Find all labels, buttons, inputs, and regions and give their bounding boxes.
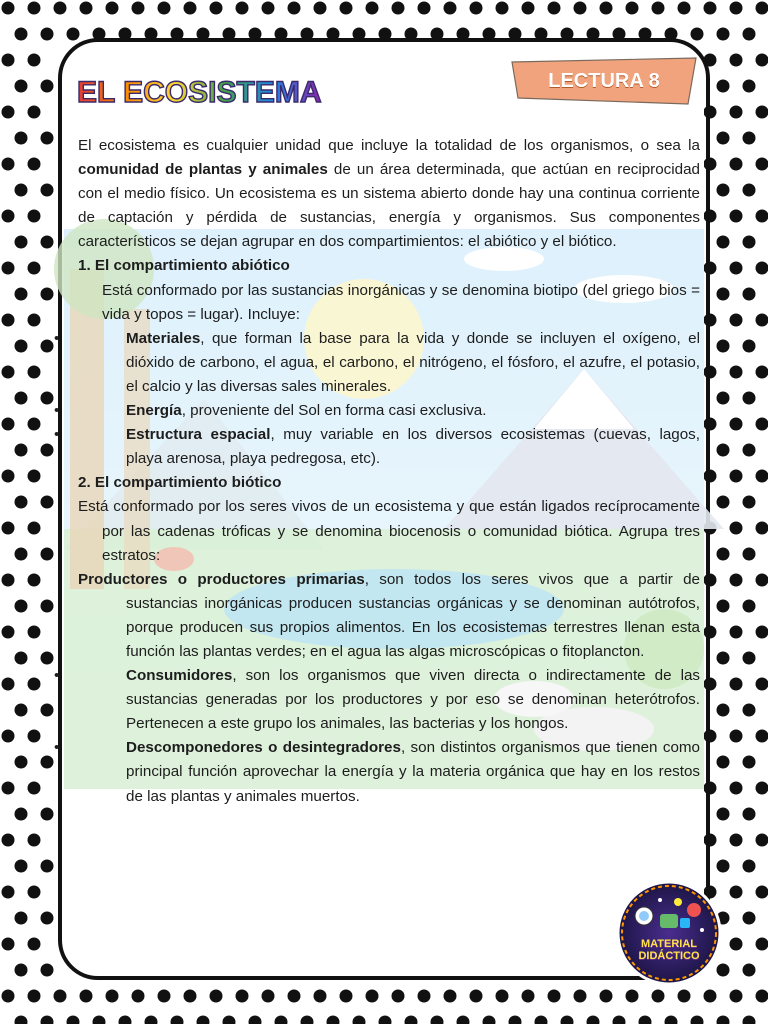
polka-dot — [743, 964, 756, 977]
list-item — [54, 399, 700, 423]
polka-dot — [509, 1016, 522, 1024]
polka-dot — [54, 2, 67, 15]
polka-dot — [392, 990, 405, 1003]
polka-dot — [743, 704, 756, 717]
polka-dot — [2, 314, 15, 327]
item-text: , son los organismos que viven directa o indirectamente de las sustancias generadas por los productores y por eso se denominan heterótrofos. Pertenecen a este grupo los animales, las bacterias y los hongos. — [126, 667, 700, 733]
polka-dot — [2, 522, 15, 535]
polka-dot — [28, 678, 41, 691]
polka-dot — [15, 964, 28, 977]
page-title — [75, 70, 322, 112]
polka-dot — [15, 652, 28, 665]
polka-dot — [743, 1016, 756, 1024]
polka-dot — [652, 2, 665, 15]
item-term: Materiales — [126, 329, 201, 347]
producers-text: , son todos los seres vivos que a partir de sustancias inorgánicas producen sustancias orgánicas y se denominan autótrofos, porque producen sus propios alimentos. En los ecosistemas terrestres llenan esta función las plantas verdes; en el agua las algas microscópicas o fitoplancton. — [126, 570, 700, 660]
polka-dot — [678, 2, 691, 15]
polka-dot — [41, 288, 54, 301]
item-text: , que forman la base para la vida y donde se incluyen el oxígeno, el dióxido de carbono, el agua, el carbono, el nitrógeno, el fósforo, el azufre, el potasio, el calcio y las diversas sales minerales. — [126, 329, 700, 395]
polka-dot — [41, 756, 54, 769]
polka-dot — [15, 704, 28, 717]
polka-dot — [28, 54, 41, 67]
polka-dot — [743, 444, 756, 457]
polka-dot — [535, 1016, 548, 1024]
polka-dot — [756, 366, 768, 379]
polka-dot — [730, 782, 743, 795]
polka-dot — [652, 990, 665, 1003]
polka-dot — [743, 28, 756, 41]
producers-paragraph — [78, 568, 700, 664]
producers-term: Productores o productores primarias — [78, 570, 365, 588]
polka-dot — [2, 886, 15, 899]
polka-dot — [743, 132, 756, 145]
polka-dot — [743, 860, 756, 873]
polka-dot — [717, 444, 730, 457]
polka-dot — [730, 262, 743, 275]
polka-dot — [41, 444, 54, 457]
polka-dot — [210, 2, 223, 15]
polka-dot — [28, 886, 41, 899]
polka-dot — [15, 340, 28, 353]
polka-dot — [730, 522, 743, 535]
polka-dot — [730, 314, 743, 327]
polka-dot — [2, 782, 15, 795]
polka-dot — [418, 990, 431, 1003]
polka-dot — [41, 80, 54, 93]
polka-dot — [41, 28, 54, 41]
abiotic-list — [54, 327, 700, 472]
intro-text-2: de un área determinada, que actúan en reciprocidad con el medio físico. Un ecosistema es un sistema abierto donde hay una continua corriente de captación y pérdida de sustancias, energía y organismos. Sus componentes característicos se dejan agrupar en dos compartimientos: el abiótico y el biótico. — [78, 161, 700, 251]
polka-dot — [756, 626, 768, 639]
polka-dot — [743, 756, 756, 769]
polka-dot — [28, 418, 41, 431]
polka-dot — [717, 392, 730, 405]
polka-dot — [2, 106, 15, 119]
polka-dot — [41, 652, 54, 665]
polka-dot — [756, 470, 768, 483]
polka-dot — [756, 54, 768, 67]
intro-emphasis: comunidad de plantas y animales — [78, 161, 328, 179]
bullet-icon: • — [54, 667, 60, 685]
polka-dot — [678, 990, 691, 1003]
polka-dot — [2, 366, 15, 379]
polka-dot — [2, 262, 15, 275]
polka-dot — [704, 2, 717, 15]
polka-dot — [15, 860, 28, 873]
polka-dot — [730, 574, 743, 587]
polka-dot — [2, 834, 15, 847]
polka-dot — [691, 28, 704, 41]
badge-label: LECTURA 8 — [548, 69, 660, 92]
bullet-icon: • — [54, 329, 60, 347]
polka-dot — [15, 1016, 28, 1024]
logo-label — [616, 938, 722, 962]
polka-dot — [28, 574, 41, 587]
polka-dot — [743, 288, 756, 301]
polka-dot — [600, 990, 613, 1003]
item-text: , muy variable en los diversos ecosistemas (cuevas, lagos, playa arenosa, playa pedregosa, etc). — [126, 426, 700, 468]
polka-dot — [314, 2, 327, 15]
polka-dot — [28, 314, 41, 327]
polka-dot — [717, 80, 730, 93]
polka-dot — [145, 1016, 158, 1024]
polka-dot — [132, 2, 145, 15]
polka-dot — [15, 132, 28, 145]
bullet-icon: • — [54, 402, 60, 420]
polka-dot — [444, 2, 457, 15]
polka-dot — [210, 990, 223, 1003]
polka-dot — [743, 652, 756, 665]
intro-text-1: El ecosistema es cualquier unidad que incluye la totalidad de los organismos, o sea la — [78, 137, 700, 154]
polka-dot — [15, 808, 28, 821]
polka-dot — [717, 236, 730, 249]
polka-dot — [28, 730, 41, 743]
polka-dot — [730, 106, 743, 119]
polka-dot — [197, 1016, 210, 1024]
polka-dot — [730, 990, 743, 1003]
item-text: , son distintos organismos que tienen como principal función aprovechar la energía y la materia orgánica que hay en los restos de las plantas y animales muertos. — [126, 739, 700, 805]
polka-dot — [626, 990, 639, 1003]
polka-dot — [288, 990, 301, 1003]
polka-dot — [41, 808, 54, 821]
bullet-icon: • — [54, 739, 60, 757]
polka-dot — [2, 574, 15, 587]
list-item — [54, 423, 700, 471]
polka-dot — [717, 704, 730, 717]
polka-dot — [54, 990, 67, 1003]
polka-dot — [223, 1016, 236, 1024]
polka-dot — [28, 782, 41, 795]
polka-dot — [2, 730, 15, 743]
polka-dot — [717, 600, 730, 613]
item-term: Energía — [126, 402, 182, 420]
polka-dot — [327, 1016, 340, 1024]
polka-dot — [28, 470, 41, 483]
polka-dot — [730, 210, 743, 223]
polka-dot — [522, 2, 535, 15]
polka-dot — [756, 210, 768, 223]
polka-dot — [2, 938, 15, 951]
polka-dot — [743, 340, 756, 353]
polka-dot — [548, 2, 561, 15]
section-2-heading: 2. El compartimiento biótico — [78, 474, 282, 492]
polka-dot — [717, 548, 730, 561]
polka-dot — [665, 1016, 678, 1024]
polka-dot — [574, 990, 587, 1003]
polka-dot — [2, 678, 15, 691]
polka-dot — [756, 574, 768, 587]
polka-dot — [756, 522, 768, 535]
polka-dot — [158, 990, 171, 1003]
polka-dot — [236, 2, 249, 15]
polka-dot — [184, 2, 197, 15]
polka-dot — [756, 938, 768, 951]
polka-dot — [704, 990, 717, 1003]
polka-dot — [730, 366, 743, 379]
polka-dot — [41, 236, 54, 249]
item-term: Consumidores — [126, 667, 233, 685]
polka-dot — [470, 2, 483, 15]
polka-dot — [106, 990, 119, 1003]
polka-dot — [41, 860, 54, 873]
polka-dot — [158, 2, 171, 15]
polka-dot — [626, 2, 639, 15]
polka-dot — [41, 132, 54, 145]
polka-dot — [717, 28, 730, 41]
polka-dot — [15, 288, 28, 301]
polka-dot — [28, 262, 41, 275]
polka-dot — [730, 158, 743, 171]
polka-dot — [288, 2, 301, 15]
item-text: , proveniente del Sol en forma casi exclusiva. — [181, 402, 487, 420]
polka-dot — [756, 886, 768, 899]
polka-dot — [730, 470, 743, 483]
polka-dot — [15, 236, 28, 249]
polka-dot — [743, 548, 756, 561]
polka-dot — [262, 2, 275, 15]
polka-dot — [301, 1016, 314, 1024]
polka-dot — [275, 1016, 288, 1024]
polka-dot — [730, 730, 743, 743]
polka-dot — [2, 418, 15, 431]
polka-dot — [392, 2, 405, 15]
polka-dot — [756, 314, 768, 327]
polka-dot — [379, 1016, 392, 1024]
polka-dot — [41, 548, 54, 561]
polka-dot — [28, 990, 41, 1003]
polka-dot — [2, 2, 15, 15]
polka-dot — [28, 938, 41, 951]
polka-dot — [496, 990, 509, 1003]
section-1-text: Está conformado por las sustancias inorgánicas y se denomina biotipo (del griego bios = vida y topos = lugar). Incluye: — [102, 281, 700, 323]
polka-dot — [15, 80, 28, 93]
polka-dot — [28, 158, 41, 171]
reading-body — [54, 134, 700, 809]
polka-dot — [366, 990, 379, 1003]
list-item — [54, 736, 700, 808]
polka-dot — [15, 756, 28, 769]
polka-dot — [730, 886, 743, 899]
polka-dot — [756, 678, 768, 691]
polka-dot — [249, 1016, 262, 1024]
logo-line-2: DIDÁCTICO — [638, 950, 700, 962]
polka-dot — [717, 496, 730, 509]
polka-dot — [743, 912, 756, 925]
section-1-heading: 1. El compartimiento abiótico — [78, 257, 290, 275]
polka-dot — [743, 80, 756, 93]
biotic-list — [54, 664, 700, 809]
polka-dot — [730, 2, 743, 15]
polka-dot — [756, 782, 768, 795]
polka-dot — [496, 2, 509, 15]
polka-dot — [743, 600, 756, 613]
polka-dot — [15, 28, 28, 41]
polka-dot — [457, 1016, 470, 1024]
polka-dot — [756, 262, 768, 275]
polka-dot — [15, 912, 28, 925]
polka-dot — [28, 522, 41, 535]
polka-dot — [171, 1016, 184, 1024]
polka-dot — [470, 990, 483, 1003]
polka-dot — [2, 54, 15, 67]
polka-dot — [2, 990, 15, 1003]
polka-dot — [236, 990, 249, 1003]
polka-dot — [41, 1016, 54, 1024]
polka-dot — [41, 496, 54, 509]
polka-dot — [717, 1016, 730, 1024]
polka-dot — [80, 990, 93, 1003]
polka-dot — [41, 340, 54, 353]
list-item — [54, 327, 700, 399]
polka-dot — [28, 834, 41, 847]
polka-dot — [2, 158, 15, 171]
material-didactico-logo — [616, 880, 722, 986]
polka-dot — [483, 1016, 496, 1024]
polka-dot — [41, 600, 54, 613]
polka-dot — [730, 54, 743, 67]
polka-dot — [15, 548, 28, 561]
polka-dot — [28, 210, 41, 223]
polka-dot — [756, 990, 768, 1003]
polka-dot — [756, 2, 768, 15]
polka-dot — [561, 1016, 574, 1024]
polka-dot — [41, 912, 54, 925]
polka-dot — [431, 1016, 444, 1024]
polka-dot — [730, 938, 743, 951]
polka-dot — [522, 990, 535, 1003]
polka-dot — [2, 626, 15, 639]
polka-dot — [28, 106, 41, 119]
polka-dot — [743, 808, 756, 821]
polka-dot — [15, 184, 28, 197]
polka-dot — [366, 2, 379, 15]
polka-dot — [756, 730, 768, 743]
polka-dot — [730, 678, 743, 691]
polka-dot — [756, 834, 768, 847]
polka-dot — [67, 28, 80, 41]
lesson-badge — [512, 58, 696, 104]
polka-dot — [717, 132, 730, 145]
polka-dot — [28, 626, 41, 639]
polka-dot — [717, 860, 730, 873]
polka-dot — [2, 210, 15, 223]
polka-dot — [743, 392, 756, 405]
polka-dot — [15, 496, 28, 509]
polka-dot — [548, 990, 561, 1003]
polka-dot — [262, 990, 275, 1003]
polka-dot — [28, 2, 41, 15]
polka-dot — [41, 704, 54, 717]
polka-dot — [717, 652, 730, 665]
polka-dot — [15, 600, 28, 613]
polka-dot — [730, 626, 743, 639]
polka-dot — [106, 2, 119, 15]
polka-dot — [691, 1016, 704, 1024]
polka-dot — [730, 834, 743, 847]
title-text: EL ECOSISTEMA — [77, 76, 322, 109]
polka-dot — [132, 990, 145, 1003]
polka-dot — [639, 1016, 652, 1024]
polka-dot — [41, 392, 54, 405]
polka-dot — [15, 392, 28, 405]
polka-dot — [717, 288, 730, 301]
item-term: Descomponedores o desintegradores — [126, 739, 401, 757]
polka-dot — [340, 2, 353, 15]
polka-dot — [405, 1016, 418, 1024]
polka-dot — [184, 990, 197, 1003]
polka-dot — [41, 184, 54, 197]
logo-line-1: MATERIAL — [640, 938, 697, 950]
polka-dot — [756, 106, 768, 119]
polka-dot — [119, 1016, 132, 1024]
polka-dot — [28, 366, 41, 379]
polka-dot — [717, 756, 730, 769]
polka-dot — [717, 340, 730, 353]
polka-dot — [613, 1016, 626, 1024]
polka-dot — [314, 990, 327, 1003]
polka-dot — [730, 418, 743, 431]
polka-dot — [2, 470, 15, 483]
polka-dot — [717, 184, 730, 197]
section-2-text: Está conformado por los seres vivos de un ecosistema y que están ligados recíprocamente por las cadenas tróficas y se denomina biocenosis o comunidad biótica. Agrupa tres estratos: — [78, 498, 700, 564]
polka-dot — [743, 496, 756, 509]
bullet-icon: • — [54, 426, 60, 444]
polka-dot — [444, 990, 457, 1003]
polka-dot — [756, 418, 768, 431]
polka-dot — [80, 2, 93, 15]
intro-paragraph — [78, 134, 700, 254]
polka-dot — [743, 184, 756, 197]
polka-dot — [756, 158, 768, 171]
polka-dot — [574, 2, 587, 15]
item-term: Estructura espacial — [126, 426, 271, 444]
polka-dot — [41, 964, 54, 977]
polka-dot — [600, 2, 613, 15]
polka-dot — [15, 444, 28, 457]
polka-dot — [587, 1016, 600, 1024]
polka-dot — [743, 236, 756, 249]
polka-dot — [418, 2, 431, 15]
list-item — [54, 664, 700, 736]
polka-dot — [67, 1016, 80, 1024]
polka-dot — [340, 990, 353, 1003]
polka-dot — [717, 808, 730, 821]
polka-dot — [353, 1016, 366, 1024]
polka-dot — [93, 1016, 106, 1024]
